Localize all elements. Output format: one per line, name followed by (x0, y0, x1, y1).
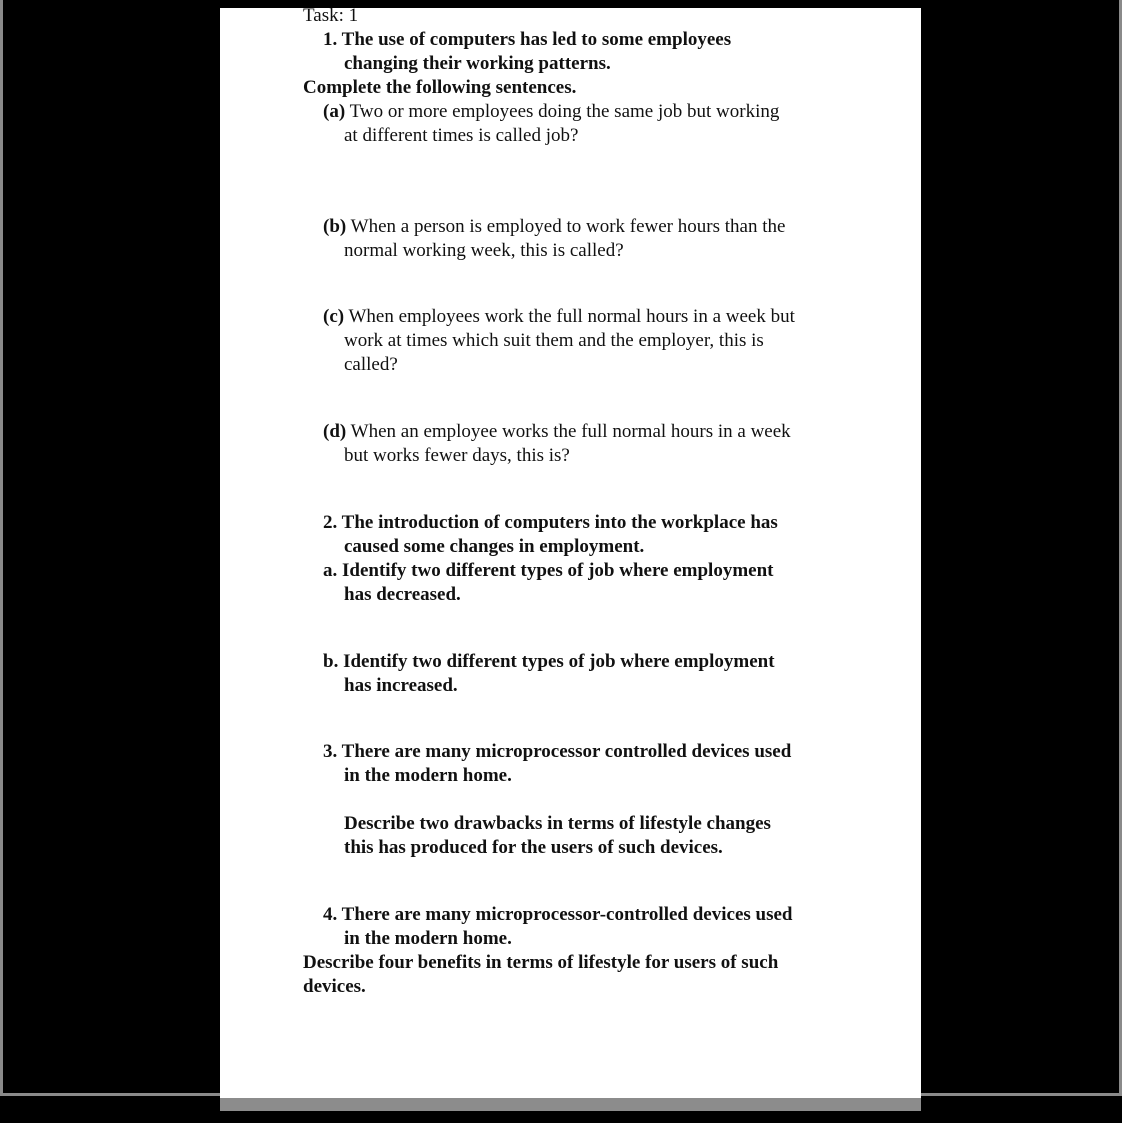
q4-heading-line1: 4. There are many microprocessor-controlled devices used (323, 904, 793, 925)
q1a-text: Two or more employees doing the same job but working (345, 101, 780, 122)
q1c-line1 (303, 305, 863, 329)
q1a-line1 (303, 100, 863, 124)
q3-prompt-line2: this has produced for the users of such devices. (344, 837, 723, 858)
viewer-frame-left (0, 0, 3, 1096)
q1c-line2: work at times which suit them and the employer, this is (344, 330, 764, 351)
q4-prompt-line2: devices. (303, 976, 366, 997)
task-label: Task: 1 (303, 8, 359, 26)
q1d-label: (d) (323, 421, 347, 442)
q1b-text: When a person is employed to work fewer hours than the (346, 216, 786, 237)
q2a-line1: a. Identify two different types of job where employment (323, 560, 774, 581)
q1a-line2: at different times is called job? (344, 125, 579, 146)
document-page (220, 8, 921, 1098)
q3-heading-line1: 3. There are many microprocessor controlled devices used (323, 741, 792, 762)
q3-prompt-line1: Describe two drawbacks in terms of lifestyle changes (344, 813, 771, 834)
q1a-label: (a) (323, 101, 346, 122)
q4-heading-line2: in the modern home. (344, 928, 512, 949)
q4-prompt-line1: Describe four benefits in terms of lifestyle for users of such (303, 952, 779, 973)
q2-heading-line1: 2. The introduction of computers into the workplace has (323, 512, 778, 533)
q1d-line1 (303, 420, 863, 444)
q1c-text: When employees work the full normal hours in a week but (344, 306, 795, 327)
page-bottom-shadow (220, 1098, 921, 1111)
q1c-line3: called? (344, 354, 398, 375)
q1d-line2: but works fewer days, this is? (344, 445, 570, 466)
q1-instruction: Complete the following sentences. (303, 77, 577, 98)
q1-heading-line1: 1. The use of computers has led to some employees (323, 29, 732, 50)
q2b-line1: b. Identify two different types of job where employment (323, 651, 775, 672)
q1-heading-line2: changing their working patterns. (344, 53, 611, 74)
q1d-text: When an employee works the full normal hours in a week (346, 421, 791, 442)
document-content (303, 8, 863, 999)
q1b-label: (b) (323, 216, 347, 237)
q2-heading-line2: caused some changes in employment. (344, 536, 645, 557)
q1b-line2: normal working week, this is called? (344, 240, 624, 261)
q3-heading-line2: in the modern home. (344, 765, 512, 786)
q2a-line2: has decreased. (344, 584, 461, 605)
q2b-line2: has increased. (344, 675, 458, 696)
q1c-label: (c) (323, 306, 345, 327)
q1b-line1 (303, 215, 863, 239)
